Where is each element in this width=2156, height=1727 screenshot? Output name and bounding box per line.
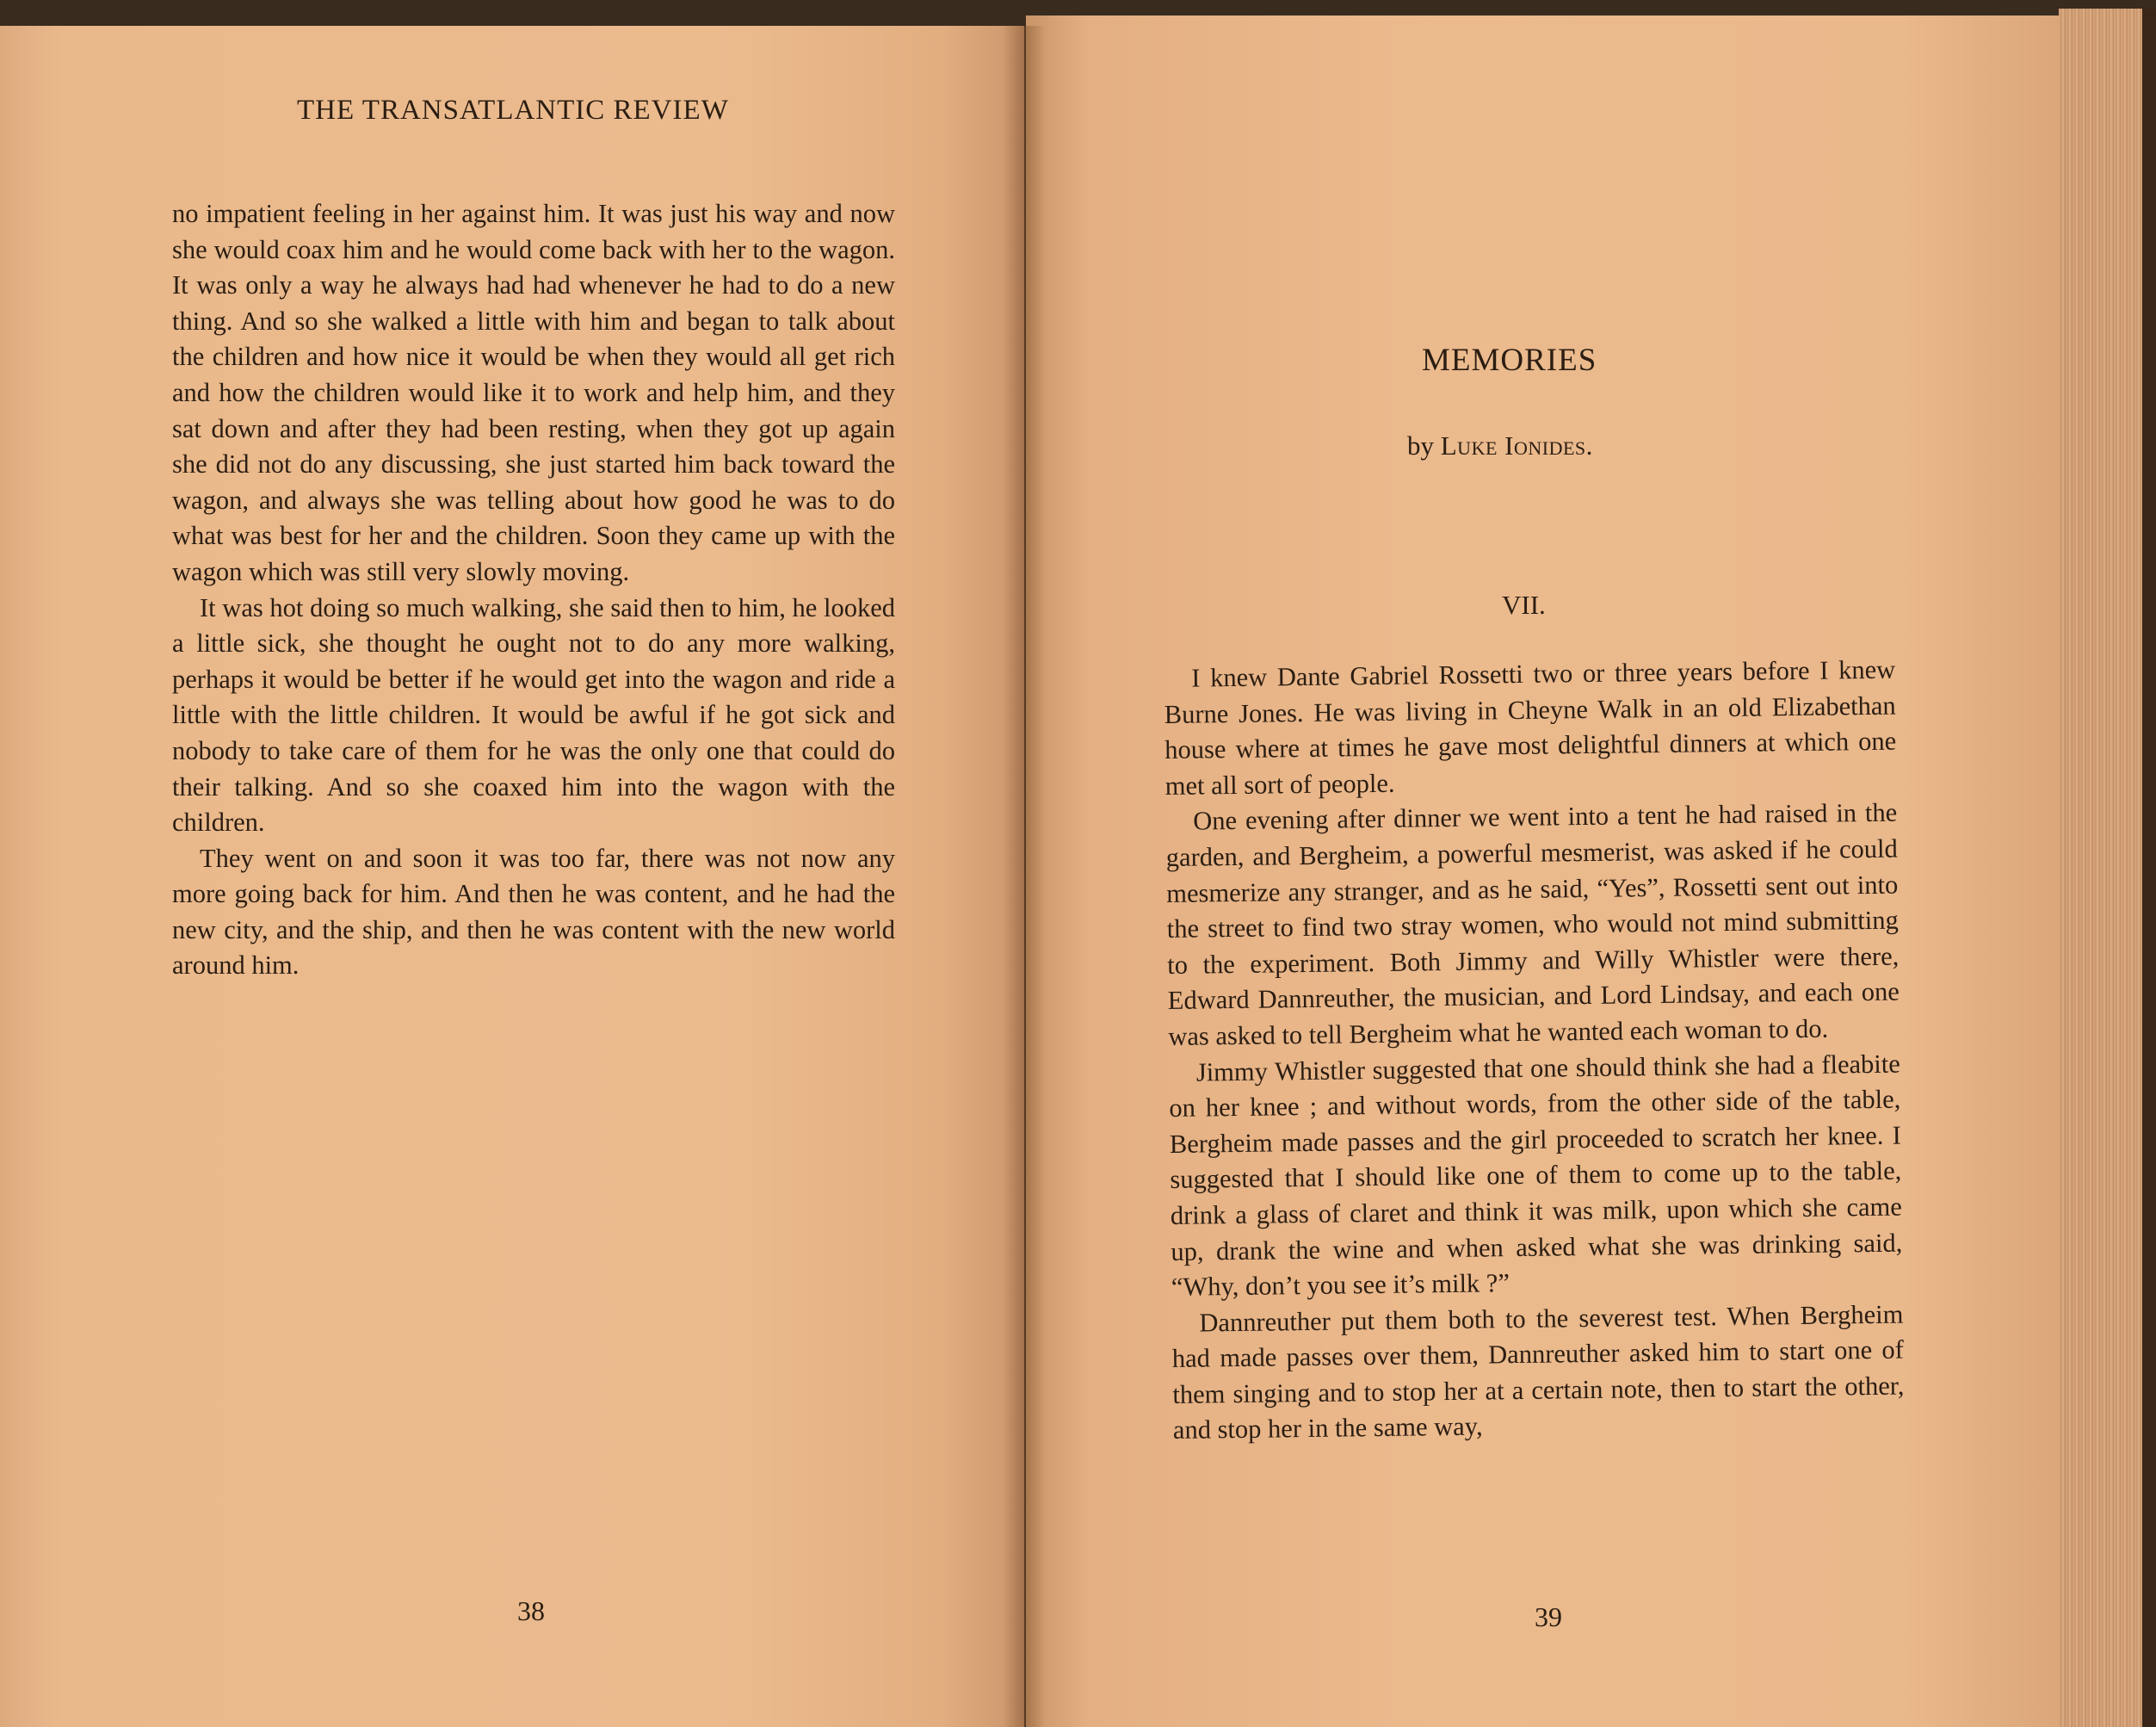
left-page-text [172,196,895,984]
paragraph: no impatient feeling in her against him. It was just his way and now she would coax him and he would come back with her to the wagon. It was only a way he always had had whenever he had to do a new thing. And so she walked a little with him and began to talk about the children and how nice it would be when they would all get rich and how the children would like it to work and help him, and they sat down and after they had been resting, when they got up again she did not do any discussing, she just started him back toward the wagon, and always she was telling about how good he was to do what was best for her and the children. Soon they came up with the wagon which was still very slowly moving. [172,199,895,586]
paragraph: I knew Dante Gabriel Rossetti two or three years before I knew Burne Jones. He was living in Cheyne Walk in an old Elizabethan house where at times he gave most delightful dinners at which one met all sort of people. [1164,654,1897,801]
byline-prefix: by [1407,430,1434,461]
gutter [1003,26,1046,1727]
paragraph: They went on and soon it was too far, there was not now any more going back for him. And then he was content, and he had the new city, and the ship, and then he was content with the new world around him. [172,843,895,981]
running-head: THE TRANSATLANTIC REVIEW [297,95,729,126]
paragraph: Dannreuther put them both to the severest test. When Bergheim had made passes over them, Dannreuther asked him to start one of them singing and to stop her at a certain note, then to start the other, and stop her in the same way, [1171,1299,1905,1445]
paragraph: It was hot doing so much walking, she said then to him, he looked a little sick, she thought he ought not to do any more walking, perhaps it would be better if he would get into the wagon and ride a little with the little children. It would be awful if he got sick and nobody to take care of them for he was the only one that could do their talking. And so she coaxed him into the wagon with the children. [172,592,895,838]
section-number: VII. [1502,590,1546,620]
page-number-left: 38 [517,1595,545,1626]
paragraph: One evening after dinner we went into a tent he had raised in the garden, and Bergheim, a powerful mesmerist, was asked if he could mesmerize any stranger, and as he said, “Yes”, Rossetti sent out into the street to find two stray women, who would not mind submitting to the experiment. Both Jimmy and Willy Whistler were there, Edward Dannreuther, the musician, and Lord Lindsay, and each one was asked to tell Bergheim what he wanted each woman to do. [1165,797,1900,1051]
author-name: Luke Ionides. [1440,430,1593,461]
page-number-right: 39 [1535,1601,1562,1632]
page-edges [2059,9,2156,1727]
paragraph: Jimmy Whistler suggested that one should think she had a fleabite on her knee ; and without words, from the other side of the table, Bergheim made passes and the girl proceeded to scratch her knee. I suggested that I should like one of them to come up to the table, drink a glass of claret and think it was milk, upon which she came up, drank the wine and when asked what she was drinking said, “Why, don’t you see it’s milk ?” [1169,1049,1903,1303]
byline [1407,430,1593,461]
article-title: MEMORIES [1422,343,1597,378]
right-page-text [1164,653,1905,1449]
